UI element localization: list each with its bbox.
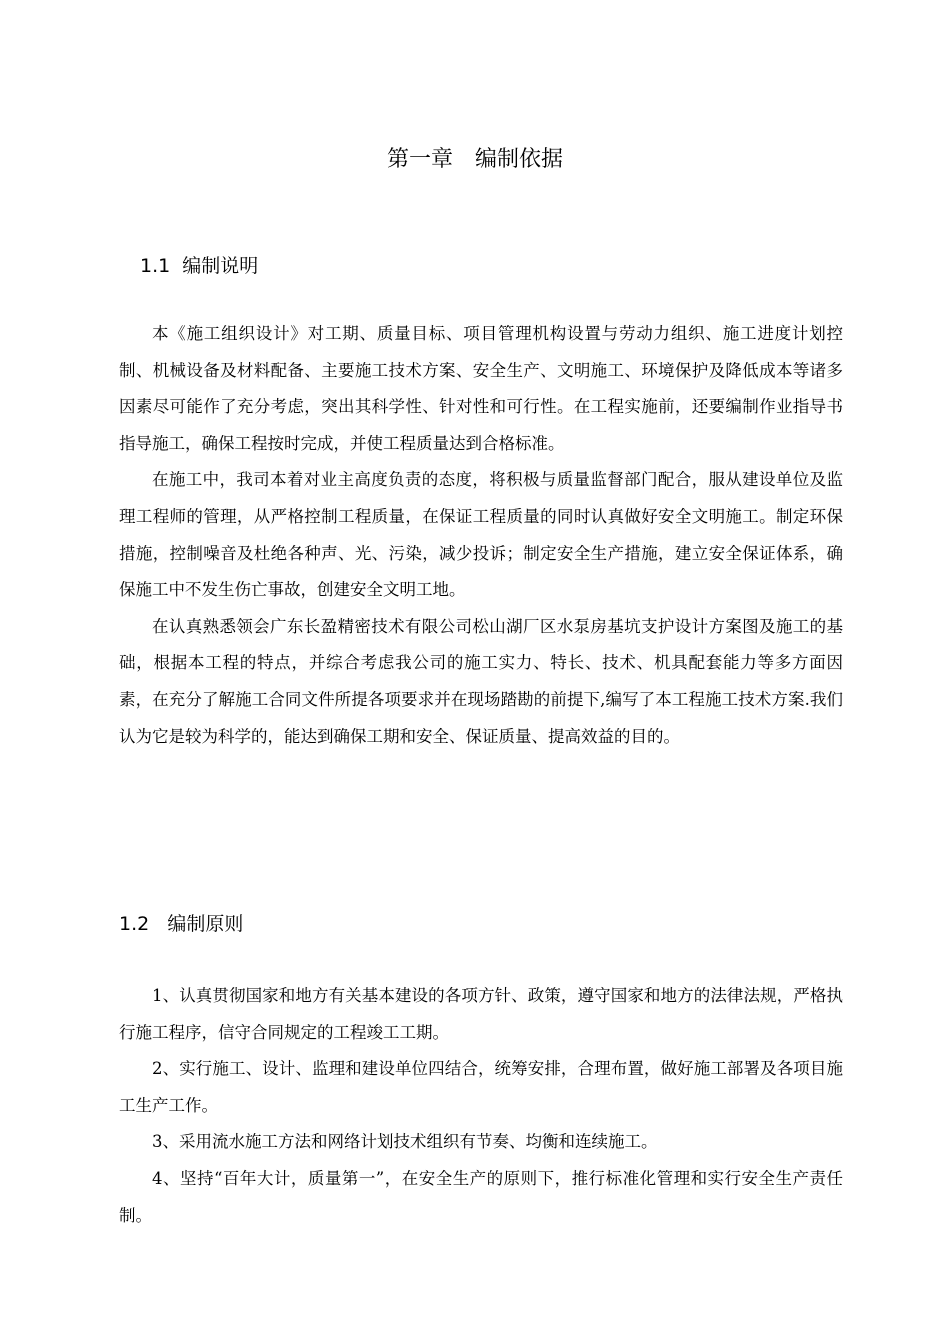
list-item: 3、采用流水施工方法和网络计划技术组织有节奏、均衡和连续施工。: [152, 1132, 658, 1152]
section-1-1-body: [119, 316, 843, 755]
principles-list: [119, 978, 843, 1234]
paragraph: 在认真熟悉领会广东长盈精密技术有限公司松山湖厂区水泵房基坑支护设计方案图及施工的基础，根据本工程的特点，并综合考虑我公司的施工实力、特长、技术、机具配套能力等多方面因素，在充分了解施工合同文件所提各项要求并在现场踏勘的前提下,编写了本工程施工技术方案.我们认为它是较为科学的，能达到确保工期和安全、保证质量、提高效益的目的。: [119, 616, 843, 746]
chapter-title: 第一章 编制依据: [386, 147, 563, 172]
section-heading-1-1: 1.1 编制说明: [140, 255, 259, 277]
list-item: 4、坚持“百年大计，质量第一”，在安全生产的原则下，推行标准化管理和实行安全生产责任制。: [119, 1168, 843, 1225]
paragraph: 本《施工组织设计》对工期、质量目标、项目管理机构设置与劳动力组织、施工进度计划控制、机械设备及材料配备、主要施工技术方案、安全生产、文明施工、环境保护及降低成本等诸多因素尽可能作了充分考虑，突出其科学性、针对性和可行性。在工程实施前，还要编制作业指导书指导施工，确保工程按时完成，并使工程质量达到合格标准。: [119, 324, 843, 453]
list-item: 1、认真贯彻国家和地方有关基本建设的各项方针、政策，遵守国家和地方的法律法规，严格执行施工程序，信守合同规定的工程竣工工期。: [119, 986, 843, 1042]
list-item: 2、实行施工、设计、监理和建设单位四结合，统筹安排，合理布置，做好施工部署及各项目施工生产工作。: [119, 1059, 843, 1115]
section-heading-1-2: 1.2 编制原则: [119, 913, 244, 935]
paragraph: 在施工中，我司本着对业主高度负责的态度，将积极与质量监督部门配合，服从建设单位及监理工程师的管理，从严格控制工程质量，在保证工程质量的同时认真做好安全文明施工。制定环保措施，控制噪音及杜绝各种声、光、污染，减少投诉；制定安全生产措施，建立安全保证体系，确保施工中不发生伤亡事故，创建安全文明工地。: [119, 470, 843, 600]
